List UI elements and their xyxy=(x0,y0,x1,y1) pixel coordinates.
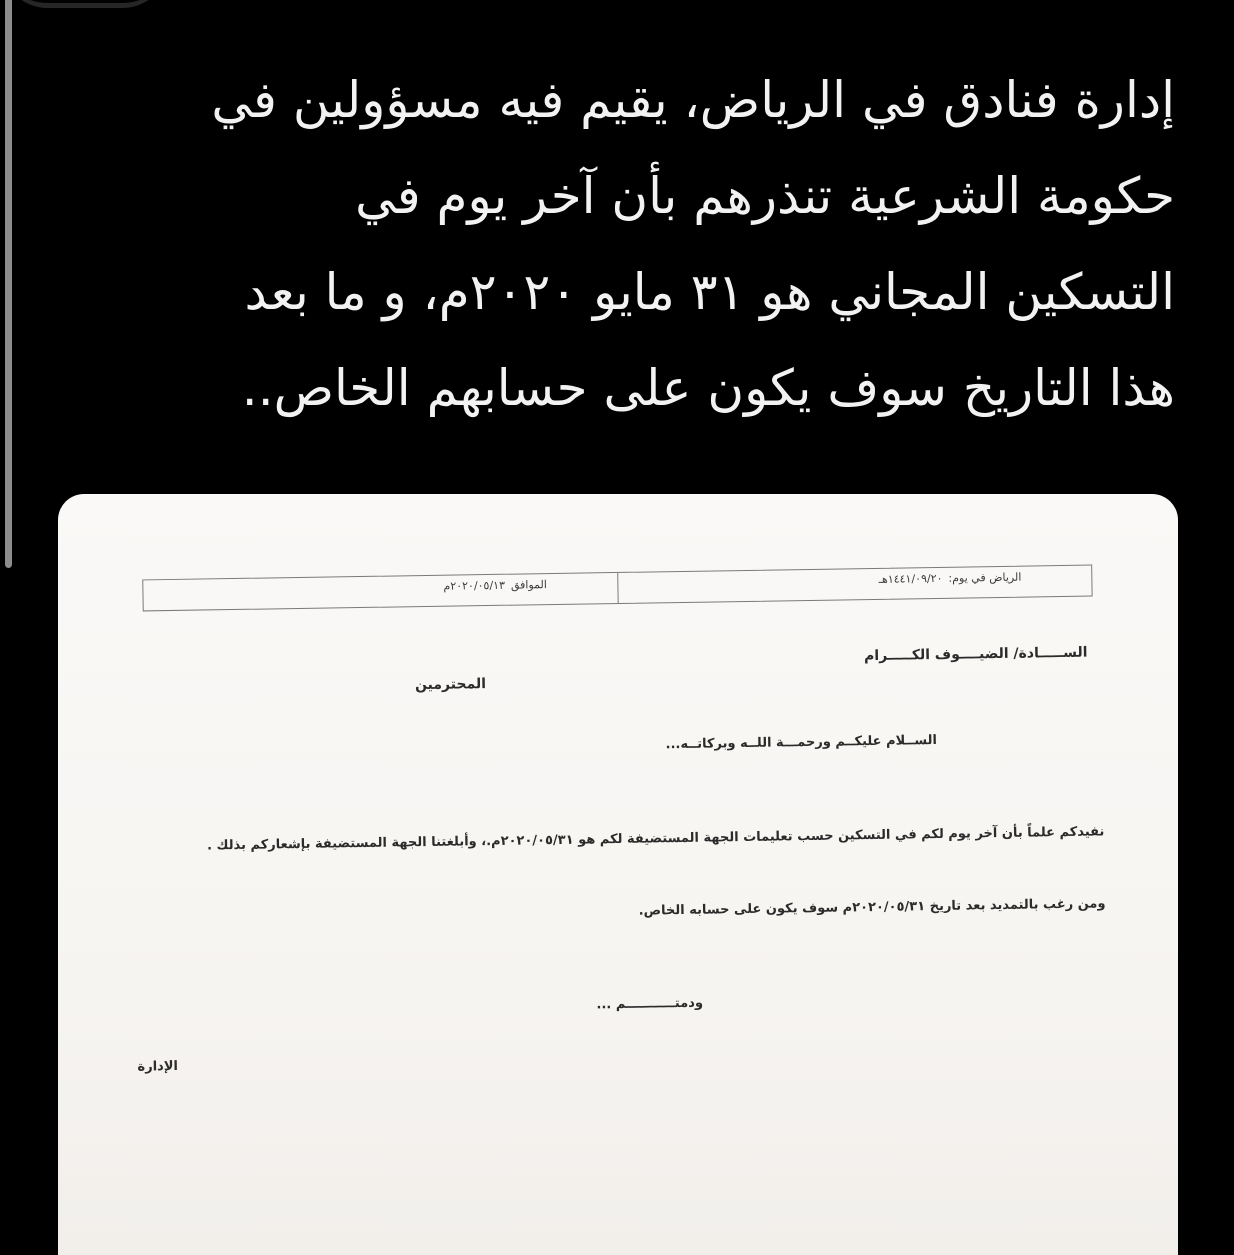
scroll-indicator[interactable] xyxy=(5,0,12,568)
attached-photo[interactable] xyxy=(58,494,1178,1255)
avatar-edge xyxy=(0,0,170,8)
hijri-date-value: ١٤٤١/٠٩/٢٠هـ xyxy=(878,571,943,586)
gregorian-date-cell xyxy=(143,573,618,610)
letter-signature: الإدارة xyxy=(137,1058,179,1075)
date-box xyxy=(142,565,1092,612)
hijri-date-cell xyxy=(618,566,1092,603)
greeting: الســلام عليكــم ورحمـــة اللــه وبركاتــه... xyxy=(665,732,938,753)
addressee: الســـــادة/ الضيــــوف الكـــــرام xyxy=(863,644,1088,665)
tweet-text: إدارة فنادق في الرياض، يقيم فيه مسؤولين في حكومة الشرعية تنذرهم بأن آخر يوم في التسكين المجاني هو ٣١ مايو ٢٠٢٠م، و ما بعد هذا التاريخ سوف يكون على حسابهم الخاص.. xyxy=(211,71,1175,417)
letter-document xyxy=(58,494,1178,1255)
hijri-date-label: الرياض في يوم: xyxy=(948,570,1022,585)
letter-paragraph-1: نفيدكم علماً بأن آخر يوم لكم في التسكين حسب تعليمات الجهة المستضيفة لكم هو ٢٠٢٠/٠٥/٣١م.، وأبلغتنا الجهة المستضيفة بإشعاركم بذلك . xyxy=(206,824,1105,854)
respected-title: المحترمين xyxy=(414,676,487,694)
letter-paragraph-2: ومن رغب بالتمديد بعد تاريخ ٢٠٢٠/٠٥/٣١م سوف يكون على حسابه الخاص. xyxy=(638,896,1106,919)
gregorian-date-value: ٢٠٢٠/٠٥/١٣م xyxy=(443,578,506,593)
letter-closing: ودمتـــــــــــم ... xyxy=(596,995,704,1013)
gregorian-date-label: الموافق xyxy=(510,578,547,592)
